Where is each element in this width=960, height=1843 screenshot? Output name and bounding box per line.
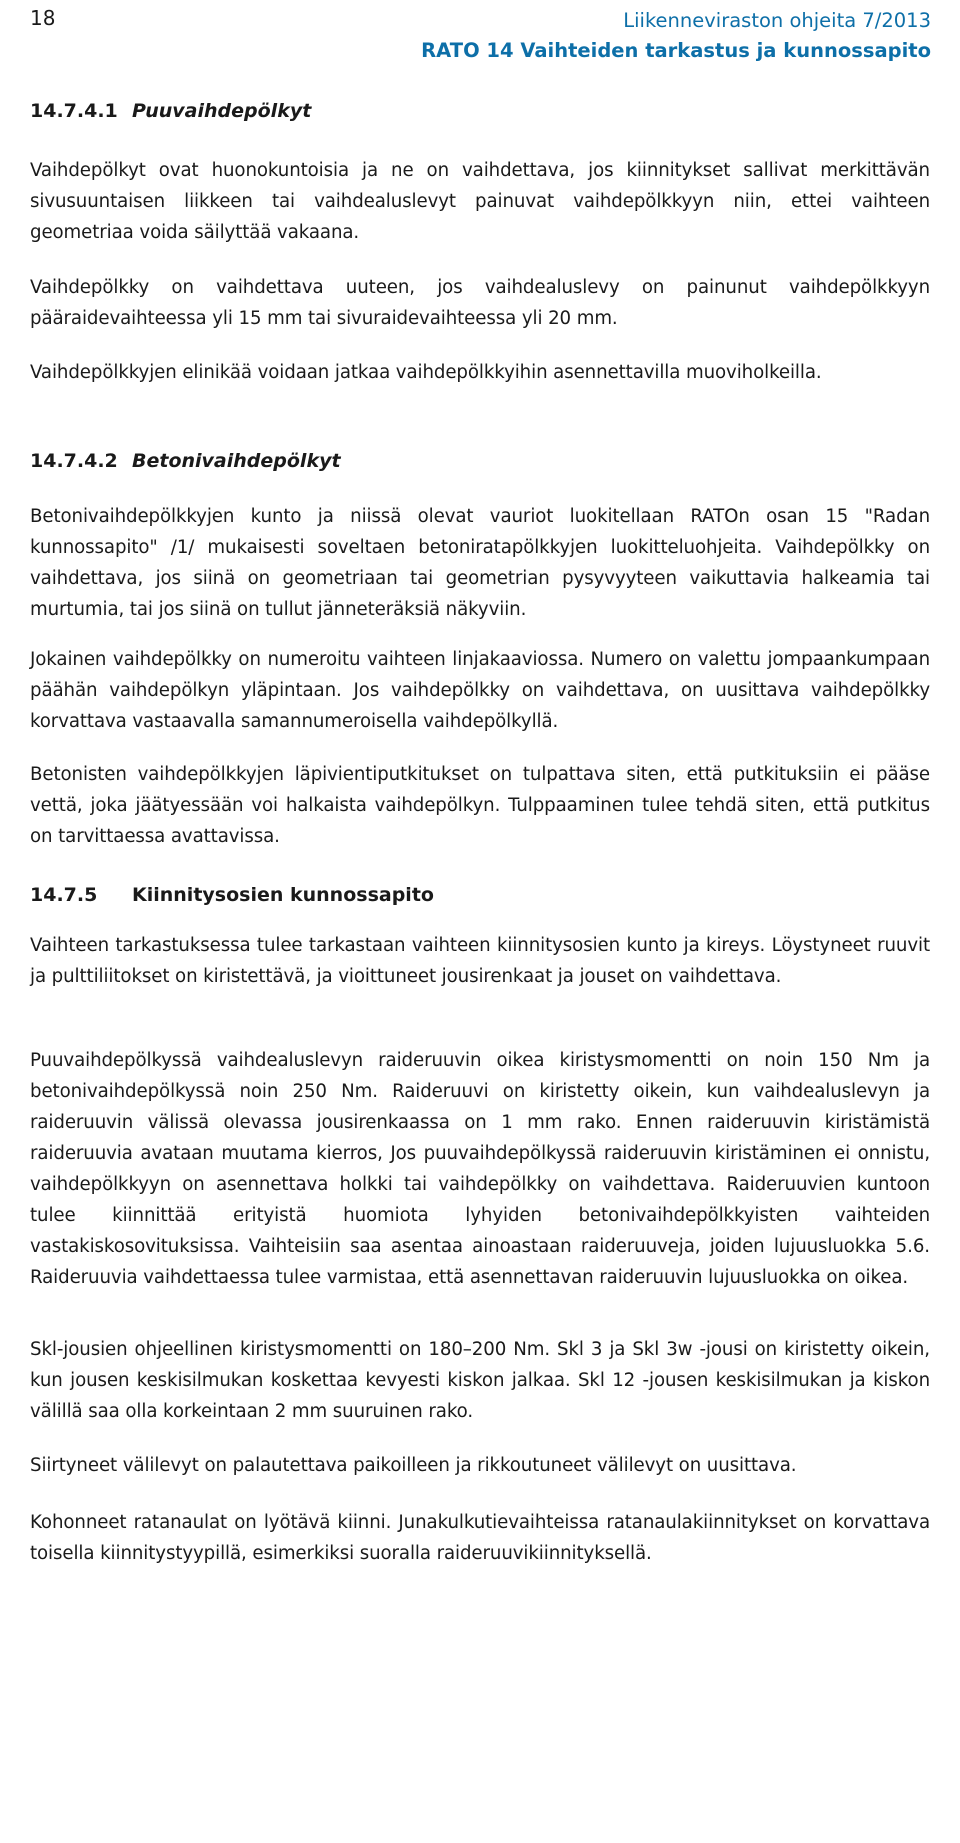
paragraph: Betonisten vaihdepölkkyjen läpivientiputkitukset on tulpattava siten, että putkituksiin ei pääse vettä, joka jäätyessään voi halkaista vaihdepölkyn. Tulppaaminen tulee tehdä siten, että putkitus on tarvittaessa avattavissa.	[30, 764, 930, 847]
section-heading	[30, 884, 434, 906]
paragraph: Vaihdepölkky on vaihdettava uuteen, jos vaihdealuslevy on painunut vaihdepölkkyyn pääraidevaihteessa yli 15 mm tai sivuraidevaihteessa yli 20 mm.	[30, 277, 930, 329]
paragraph: Puuvaihdepölkyssä vaihdealuslevyn raideruuvin oikea kiristysmomentti on noin 150 Nm ja betonivaihdepölkyssä noin 250 Nm. Raideruuvi on kiristetty oikein, kun vaihdealuslevyn ja raideruuvin välissä olevassa jousirenkaassa on 1 mm rako. Ennen raideruuvin kiristämistä raideruuvia avataan muutama kierros, Jos puuvaihdepölkyssä raideruuvin kiristäminen ei onnistu, vaihdepölkkyyn on asennettava holkki tai vaihdepölkky on vaihdettava. Raideruuvien kuntoon tulee kiinnittää erityistä huomiota lyhyiden betonivaihdepölkkyisten vaihteiden vastakiskosovituksissa. Vaihteisiin saa asentaa ainoastaan raideruuveja, joiden lujuusluokka 5.6. Raideruuvia vaihdettaessa tulee varmistaa, että asennettavan raideruuvin lujuusluokka on oikea.	[30, 1050, 930, 1288]
paragraph: Skl-jousien ohjeellinen kiristysmomentti on 180–200 Nm. Skl 3 ja Skl 3w -jousi on kiristetty oikein, kun jousen keskisilmukan koskettaa kevyesti kiskon jalkaa. Skl 12 -jousen keskisilmukan ja kiskon välillä saa olla korkeintaan 2 mm suuruinen rako.	[30, 1339, 930, 1422]
section-number: 14.7.4.2	[30, 450, 118, 472]
section-title: Betonivaihdepölkyt	[132, 450, 341, 472]
paragraph: Siirtyneet välilevyt on palautettava paikoilleen ja rikkoutuneet välilevyt on uusittava.	[30, 1455, 797, 1476]
paragraph: Betonivaihdepölkkyjen kunto ja niissä olevat vauriot luokitellaan RATOn osan 15 "Radan kunnossapito" /1/ mukaisesti soveltaen betoniratapölkkyjen luokitteluohjeita. Vaihdepölkky on vaihdettava, jos siinä on geometriaan tai geometrian pysyvyyteen vaikuttavia halkeamia tai murtumia, tai jos siinä on tullut jänneteräksiä näkyviin.	[30, 506, 930, 620]
section-number: 14.7.4.1	[30, 100, 118, 122]
section-heading	[30, 100, 311, 122]
publication-title: Liikenneviraston ohjeita 7/2013	[623, 9, 931, 32]
paragraph: Jokainen vaihdepölkky on numeroitu vaihteen linjakaaviossa. Numero on valettu jompaankumpaan päähän vaihdepölkyn yläpintaan. Jos vaihdepölkky on vaihdettava, on uusittava vaihdepölkky korvattava vastaavalla samannumeroisella vaihdepölkyllä.	[30, 649, 930, 732]
section-heading	[30, 450, 341, 472]
page-number: 18	[30, 6, 56, 30]
header-right	[421, 6, 931, 66]
paragraph: Vaihteen tarkastuksessa tulee tarkastaan vaihteen kiinnitysosien kunto ja kireys. Löystyneet ruuvit ja pulttiliitokset on kiristettävä, ja vioittuneet jousirenkaat ja jouset on vaihdettava.	[30, 935, 930, 987]
section-number: 14.7.5	[30, 884, 98, 906]
paragraph: Vaihdepölkkyjen elinikää voidaan jatkaa vaihdepölkkyihin asennettavilla muoviholkeilla.	[30, 362, 822, 383]
section-title: Puuvaihdepölkyt	[132, 100, 312, 122]
paragraph: Vaihdepölkyt ovat huonokuntoisia ja ne on vaihdettava, jos kiinnitykset sallivat merkittävän sivusuuntaisen liikkeen tai vaihdealuslevyt painuvat vaihdepölkkyyn niin, ettei vaihteen geometriaa voida säilyttää vakaana.	[30, 160, 930, 243]
document-title: RATO 14 Vaihteiden tarkastus ja kunnossapito	[421, 39, 931, 62]
paragraph: Kohonneet ratanaulat on lyötävä kiinni. Junakulkutievaihteissa ratanaulakiinnitykset on korvattava toisella kiinnitystyypillä, esimerkiksi suoralla raideruuvikiinnityksellä.	[30, 1512, 930, 1564]
section-title: Kiinnitysosien kunnossapito	[132, 884, 434, 906]
